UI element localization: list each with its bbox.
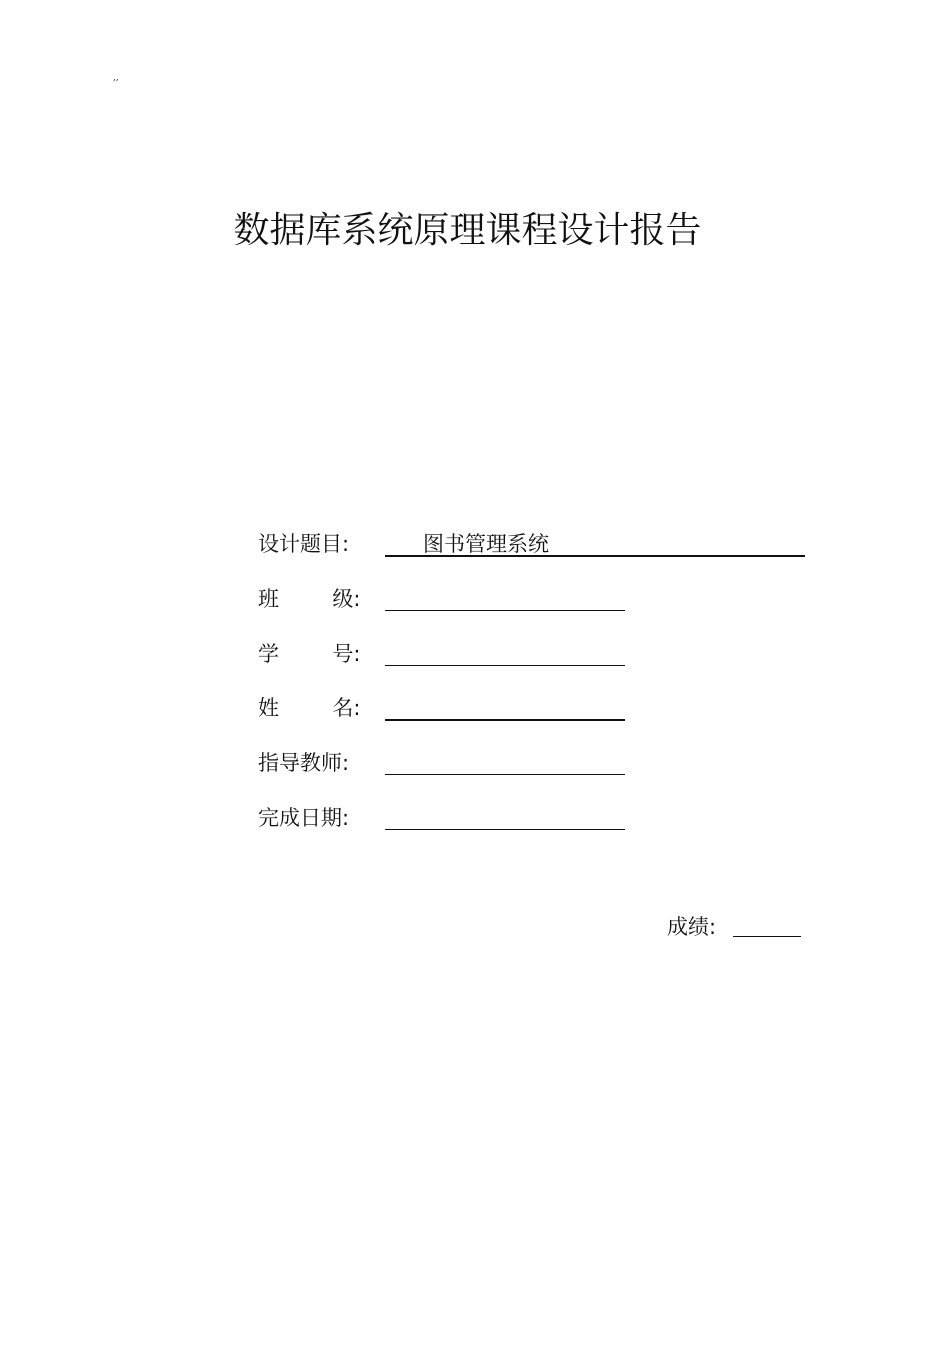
class-label: 班 级: — [258, 587, 361, 611]
advisor-underline — [385, 774, 625, 775]
date-underline — [385, 829, 625, 830]
topic-value: 图书管理系统 — [423, 532, 549, 556]
form-row-name — [0, 692, 950, 724]
document-title: 数据库系统原理课程设计报告 — [233, 210, 702, 251]
name-underline — [385, 719, 625, 721]
form-row-topic — [0, 528, 950, 560]
topic-label: 设计题目: — [258, 532, 350, 556]
form-row-student-id — [0, 638, 950, 670]
class-underline — [385, 610, 625, 611]
form-row-date — [0, 802, 950, 834]
form-row-class — [0, 583, 950, 615]
date-label: 完成日期: — [258, 806, 350, 830]
grade-label: 成绩: — [667, 915, 717, 939]
advisor-label: 指导教师: — [258, 751, 350, 775]
name-label: 姓 名: — [258, 696, 361, 720]
student-id-label: 学 号: — [258, 642, 361, 666]
form-row-advisor — [0, 747, 950, 779]
grade-underline — [733, 936, 801, 937]
student-id-underline — [385, 665, 625, 666]
topic-underline — [385, 555, 805, 557]
header-mark: ,, — [113, 73, 119, 83]
grade-row — [0, 910, 950, 944]
